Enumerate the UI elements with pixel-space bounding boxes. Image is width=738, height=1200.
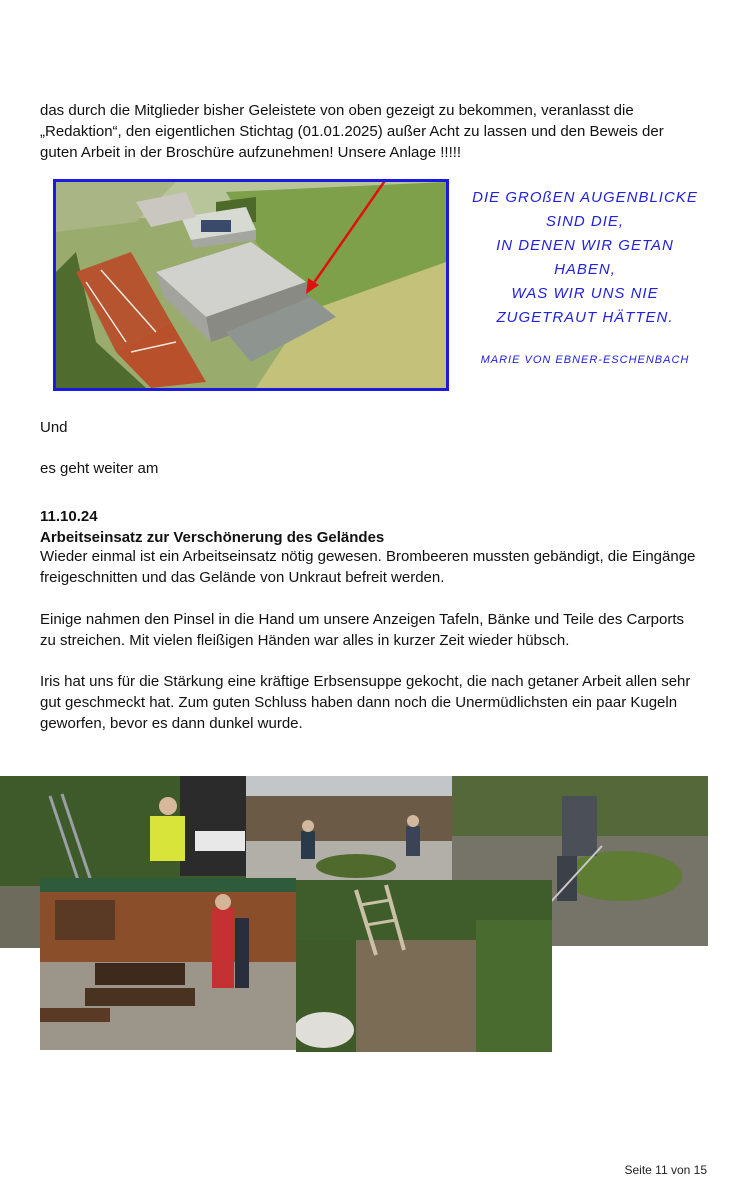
quote-block [455,186,715,371]
und-text: Und [40,419,68,436]
quote-line: ZUGETRAUT HÄTTEN. [496,309,674,326]
aerial-photo [53,179,449,391]
quote-text [455,186,715,330]
photo-gravel-clearing [246,776,452,888]
quote-line: WAS WIR UNS NIE [511,285,659,302]
section-date: 11.10.24 [40,508,98,525]
quote-author: MARIE VON EBNER-ESCHENBACH [480,354,690,366]
section-paragraph: Iris hat uns für die Stärkung eine kräftige Erbsensuppe gekocht, die nach getaner Arbeit allen sehr gut geschmeckt hat. Zum guten Schluss haben dann noch die Unermüdlichsten ein paar Kugeln geworfen, bevor es dann dunkel wurde. [40,673,691,732]
quote-line: IN DENEN WIR GETAN [496,237,674,254]
page-number: Seite 11 von 15 [624,1163,707,1177]
section-paragraph: Einige nahmen den Pinsel in die Hand um unsere Anzeigen Tafeln, Bänke und Teile des Carports zu streichen. Mit vielen fleißigen Händen war alles in kurzer Zeit wieder hübsch. [40,611,685,649]
section-heading: Arbeitseinsatz zur Verschönerung des Geländes [40,529,385,546]
aerial-photo-image [56,182,446,388]
continuation-text: es geht weiter am [40,460,159,477]
photo-carport-benches [40,878,296,1050]
quote-line: SIND DIE, [545,213,625,230]
intro-paragraph: das durch die Mitglieder bisher Geleistete von oben gezeigt zu bekommen, veranlasst die „Redaktion“, den eigentlichen Stichtag (01.01.2025) außer Acht zu lassen und den Beweis der guten Arbeit in der Broschüre aufzunehmen! Unsere Anlage !!!!! [40,102,664,161]
section-paragraph: Wieder einmal ist ein Arbeitseinsatz nötig gewesen. Brombeeren mussten gebändigt, die Eingänge freigeschnitten und das Gelände von Unkraut befreit werden. [40,548,696,586]
quote-line: DIE GROßEN AUGENBLICKE [472,189,698,206]
quote-line: HABEN, [554,261,616,278]
photo-ladder-overgrowth [296,880,552,1052]
